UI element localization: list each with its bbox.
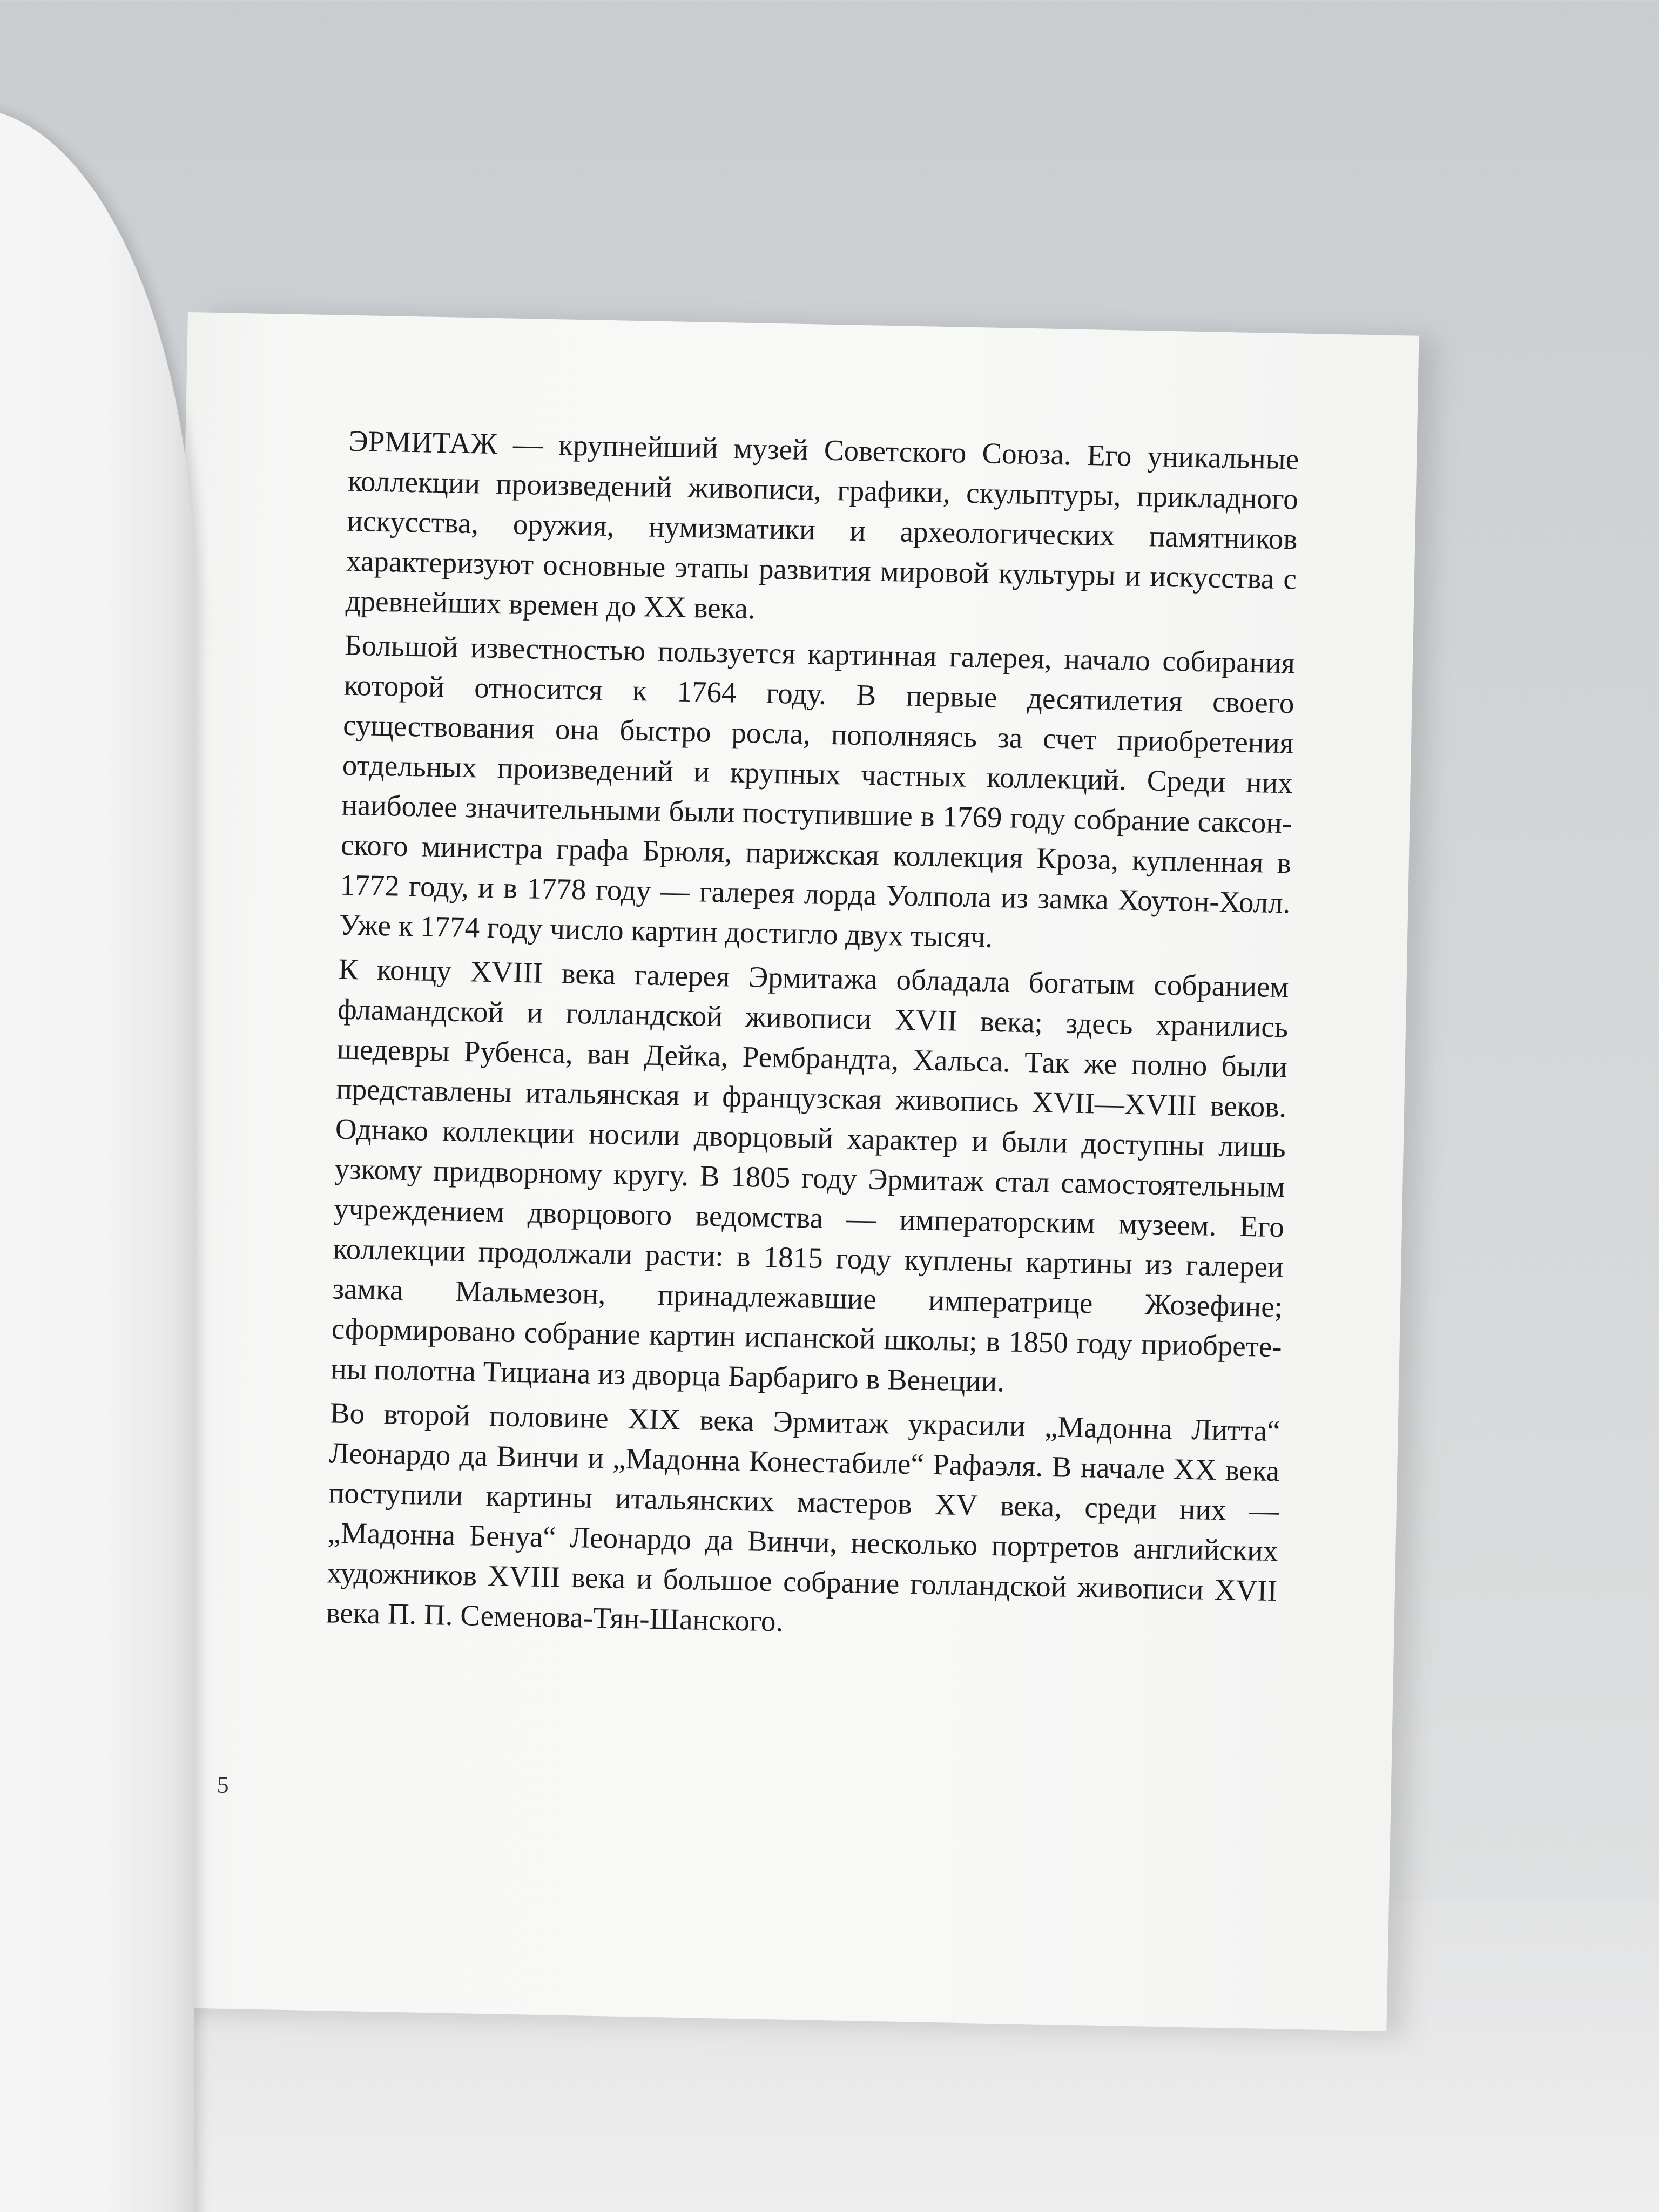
paragraph-2: Большой известностью пользуется картинная галерея, начало собирания которой относится к 1764 году. В первые десятилетия своего существования она быстро росла, пополняясь за счет приобретения отдельных произведений и крупных частных коллекций. Среди них наиболее значительными были поступившие в 1769 году собрание саксонского министра графа Брюля, парижская коллекция Кроза, купленная в 1772 году, и в 1778 году — галерея лорда Уолпола из замка Хоутон-Холл. Уже к 1774 году число картин достигло двух тысяч.: [339, 628, 1296, 954]
paragraph-4: Во второй половине XIX века Эрмитаж украсили „Мадонна Литта“ Леонардо да Винчи и „Мадонна Конестабиле“ Рафаэля. В начале XX века поступили картины итальянских мастеров XV века, среди них — „Мадонна Бенуа“ Леонардо да Винчи, несколько портретов английских художников XVIII века и большое собрание голландской живописи XVII века П. П. Семенова-Тян-Шанского.: [326, 1396, 1281, 1638]
paragraph-1: ЭРМИТАЖ — крупнейший музей Советского Союза. Его уникальные коллекции произведений живописи, графики, скульптуры, прикладного искусства, оружия, нумизматики и археологических памятников характеризуют основные этапы развития мировой культуры и искусства с древнейших времен до XX века.: [345, 424, 1299, 625]
page-number: 5: [217, 1771, 230, 1798]
paragraph-3: К концу XVIII века галерея Эрмитажа обладала богатым собранием фламандской и голландской живописи XVII века; здесь хранились шедевры Рубенса, ван Дейка, Рембрандта, Хальса. Так же полно были представлены итальянская и французская живопись XVII—XVIII веков. Однако коллекции носили дворцовый характер и были доступны лишь узкому придворному кругу. В 1805 году Эрмитаж стал самостоятельным учреждением дворцового ведомства — императорским музеем. Его коллекции продолжали расти: в 1815 году куплены картины из галереи замка Мальмезон, принадлежавшие императрице Жозефине; сформировано собрание картин испанской школы; в 1850 году приобретены полотна Тициана из дворца Барбариго в Венеции.: [330, 952, 1289, 1398]
curled-left-page: [0, 108, 194, 2212]
book-page: [156, 312, 1419, 2031]
body-text: [326, 421, 1299, 1655]
